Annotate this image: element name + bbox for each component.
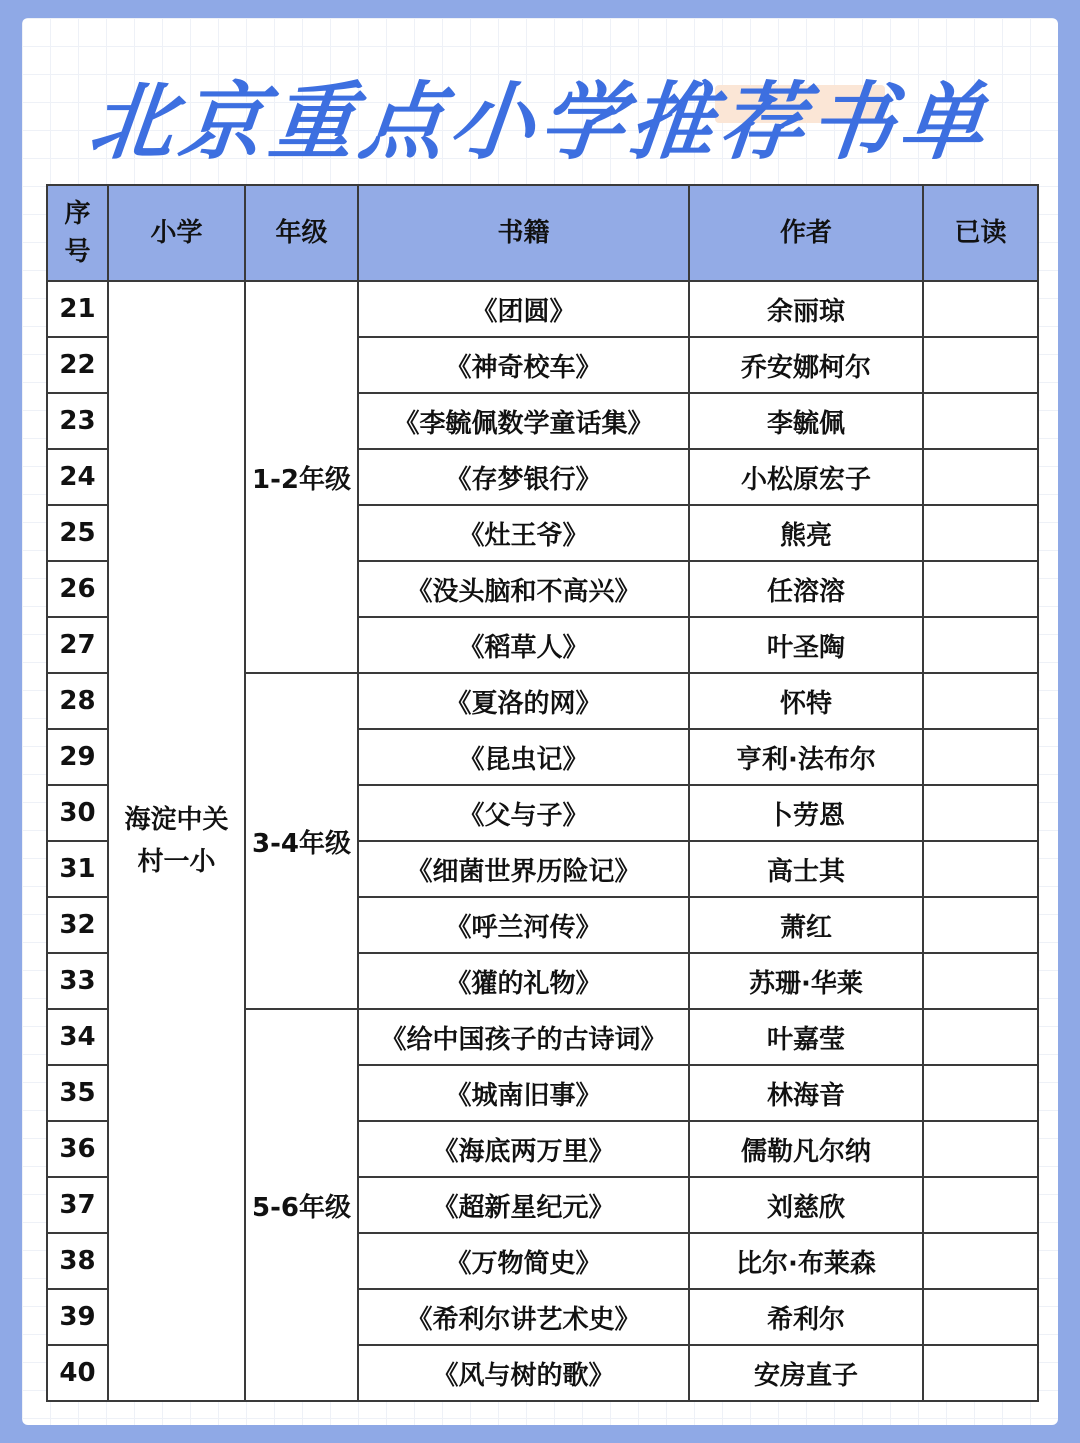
title-area bbox=[0, 62, 1080, 182]
read-checkbox-cell[interactable] bbox=[923, 785, 1038, 841]
row-number: 27 bbox=[47, 617, 108, 673]
header-book: 书籍 bbox=[358, 185, 689, 281]
book-title: 《灶王爷》 bbox=[358, 505, 689, 561]
table-body bbox=[47, 281, 1038, 1401]
read-checkbox-cell[interactable] bbox=[923, 393, 1038, 449]
book-author: 熊亮 bbox=[689, 505, 923, 561]
read-checkbox-cell[interactable] bbox=[923, 1233, 1038, 1289]
row-number: 31 bbox=[47, 841, 108, 897]
book-title: 《獾的礼物》 bbox=[358, 953, 689, 1009]
book-title: 《父与子》 bbox=[358, 785, 689, 841]
row-number: 21 bbox=[47, 281, 108, 337]
book-title: 《昆虫记》 bbox=[358, 729, 689, 785]
row-number: 36 bbox=[47, 1121, 108, 1177]
row-number: 24 bbox=[47, 449, 108, 505]
row-number: 40 bbox=[47, 1345, 108, 1401]
book-author: 比尔·布莱森 bbox=[689, 1233, 923, 1289]
book-author: 叶嘉莹 bbox=[689, 1009, 923, 1065]
read-checkbox-cell[interactable] bbox=[923, 617, 1038, 673]
book-title: 《超新星纪元》 bbox=[358, 1177, 689, 1233]
row-number: 22 bbox=[47, 337, 108, 393]
book-author: 安房直子 bbox=[689, 1345, 923, 1401]
book-author: 儒勒凡尔纳 bbox=[689, 1121, 923, 1177]
row-number: 34 bbox=[47, 1009, 108, 1065]
book-author: 叶圣陶 bbox=[689, 617, 923, 673]
book-author: 希利尔 bbox=[689, 1289, 923, 1345]
row-number: 29 bbox=[47, 729, 108, 785]
row-number: 25 bbox=[47, 505, 108, 561]
book-title: 《希利尔讲艺术史》 bbox=[358, 1289, 689, 1345]
row-number: 35 bbox=[47, 1065, 108, 1121]
book-author: 卜劳恩 bbox=[689, 785, 923, 841]
book-author: 怀特 bbox=[689, 673, 923, 729]
read-checkbox-cell[interactable] bbox=[923, 729, 1038, 785]
book-title: 《呼兰河传》 bbox=[358, 897, 689, 953]
book-author: 任溶溶 bbox=[689, 561, 923, 617]
book-title: 《给中国孩子的古诗词》 bbox=[358, 1009, 689, 1065]
read-checkbox-cell[interactable] bbox=[923, 1345, 1038, 1401]
page-title: 北京重点小学推荐书单 bbox=[84, 73, 996, 171]
read-checkbox-cell[interactable] bbox=[923, 1065, 1038, 1121]
book-table bbox=[46, 184, 1039, 1402]
read-checkbox-cell[interactable] bbox=[923, 1177, 1038, 1233]
book-author: 苏珊·华莱 bbox=[689, 953, 923, 1009]
book-author: 小松原宏子 bbox=[689, 449, 923, 505]
grade-cell: 1-2年级 bbox=[245, 281, 358, 673]
book-title: 《存梦银行》 bbox=[358, 449, 689, 505]
read-checkbox-cell[interactable] bbox=[923, 673, 1038, 729]
table-row bbox=[47, 281, 1038, 337]
read-checkbox-cell[interactable] bbox=[923, 1121, 1038, 1177]
header-grade: 年级 bbox=[245, 185, 358, 281]
book-title: 《稻草人》 bbox=[358, 617, 689, 673]
header-author: 作者 bbox=[689, 185, 923, 281]
row-number: 39 bbox=[47, 1289, 108, 1345]
header-index: 序号 bbox=[47, 185, 108, 281]
book-title: 《团圆》 bbox=[358, 281, 689, 337]
header-row bbox=[47, 185, 1038, 281]
read-checkbox-cell[interactable] bbox=[923, 449, 1038, 505]
grade-cell: 5-6年级 bbox=[245, 1009, 358, 1401]
school-name: 海淀中关村一小 bbox=[124, 805, 229, 877]
school-cell bbox=[108, 281, 245, 1401]
row-number: 26 bbox=[47, 561, 108, 617]
row-number: 28 bbox=[47, 673, 108, 729]
book-title: 《海底两万里》 bbox=[358, 1121, 689, 1177]
read-checkbox-cell[interactable] bbox=[923, 1289, 1038, 1345]
read-checkbox-cell[interactable] bbox=[923, 841, 1038, 897]
row-number: 38 bbox=[47, 1233, 108, 1289]
row-number: 37 bbox=[47, 1177, 108, 1233]
row-number: 30 bbox=[47, 785, 108, 841]
header-school: 小学 bbox=[108, 185, 245, 281]
read-checkbox-cell[interactable] bbox=[923, 337, 1038, 393]
book-author: 余丽琼 bbox=[689, 281, 923, 337]
book-title: 《没头脑和不高兴》 bbox=[358, 561, 689, 617]
book-author: 李毓佩 bbox=[689, 393, 923, 449]
row-number: 33 bbox=[47, 953, 108, 1009]
row-number: 23 bbox=[47, 393, 108, 449]
book-author: 萧红 bbox=[689, 897, 923, 953]
read-checkbox-cell[interactable] bbox=[923, 505, 1038, 561]
book-author: 亨利·法布尔 bbox=[689, 729, 923, 785]
book-author: 乔安娜柯尔 bbox=[689, 337, 923, 393]
book-title: 《风与树的歌》 bbox=[358, 1345, 689, 1401]
book-title: 《万物简史》 bbox=[358, 1233, 689, 1289]
read-checkbox-cell[interactable] bbox=[923, 1009, 1038, 1065]
header-read: 已读 bbox=[923, 185, 1038, 281]
book-title: 《神奇校车》 bbox=[358, 337, 689, 393]
row-number: 32 bbox=[47, 897, 108, 953]
read-checkbox-cell[interactable] bbox=[923, 953, 1038, 1009]
book-title: 《城南旧事》 bbox=[358, 1065, 689, 1121]
book-title: 《细菌世界历险记》 bbox=[358, 841, 689, 897]
book-title: 《李毓佩数学童话集》 bbox=[358, 393, 689, 449]
book-title: 《夏洛的网》 bbox=[358, 673, 689, 729]
read-checkbox-cell[interactable] bbox=[923, 561, 1038, 617]
read-checkbox-cell[interactable] bbox=[923, 897, 1038, 953]
book-author: 林海音 bbox=[689, 1065, 923, 1121]
grade-cell: 3-4年级 bbox=[245, 673, 358, 1009]
read-checkbox-cell[interactable] bbox=[923, 281, 1038, 337]
book-author: 高士其 bbox=[689, 841, 923, 897]
book-author: 刘慈欣 bbox=[689, 1177, 923, 1233]
